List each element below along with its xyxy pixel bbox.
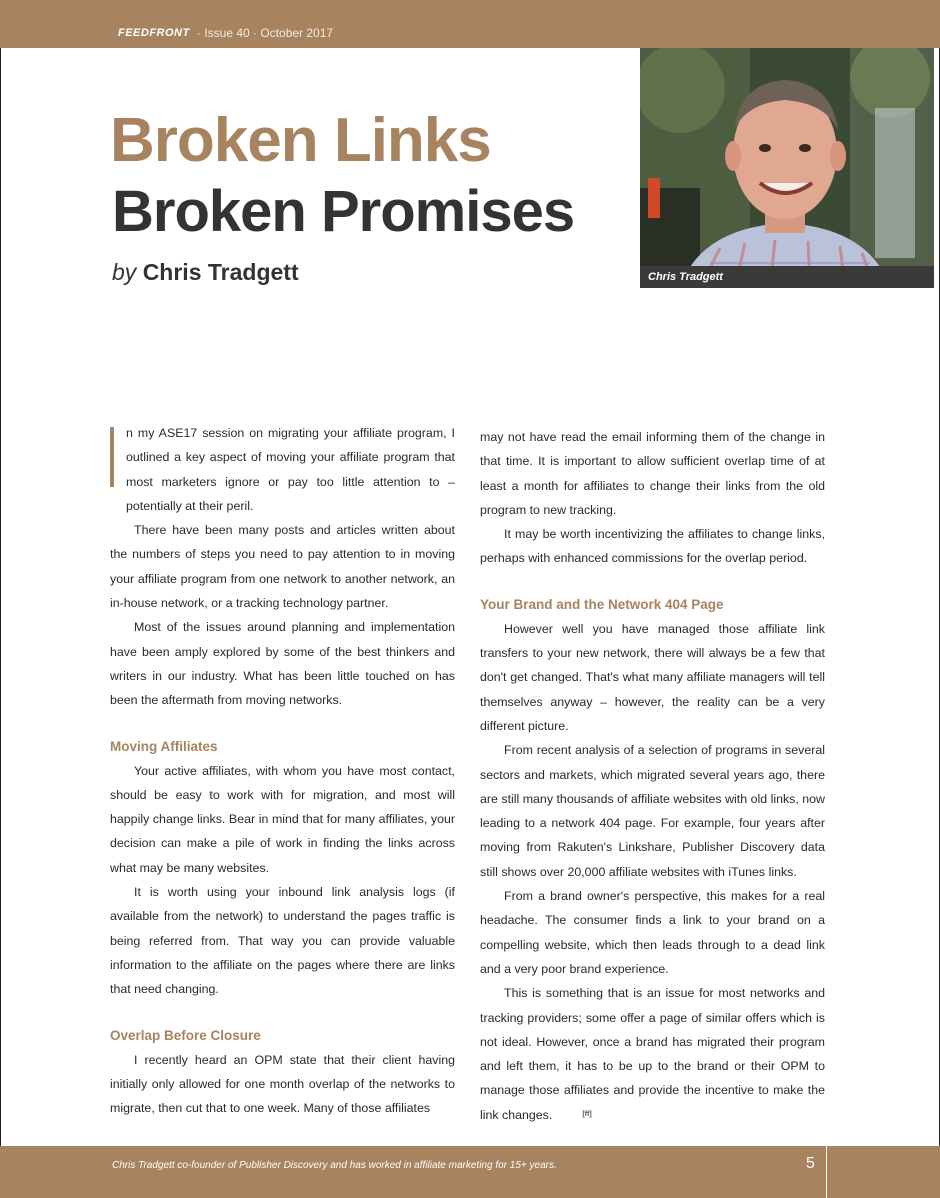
issue-date: · Issue 40 · October 2017 <box>197 26 334 40</box>
footer-divider <box>826 1146 827 1198</box>
drop-cap-bar <box>110 427 114 487</box>
body-paragraph: It is worth using your inbound link analysis logs (if available from the network) to understand the pages traffic is being referred from. That way you can provide valuable information to the affiliate on the pages where there are links that need changing. <box>110 885 455 997</box>
body-paragraph: I recently heard an OPM state that their client having initially only allowed for one month overlap of the networks to migrate, then cut that to one week. Many of those affiliates <box>110 1052 455 1116</box>
article-column-left <box>110 421 455 1120</box>
body-paragraph: Most of the issues around planning and implementation have been amply explored by some of the best thinkers and writers in our industry. What has been little touched on has been the aftermath from moving networks. <box>110 620 455 708</box>
section-heading-overlap: Overlap Before Closure <box>110 1027 261 1043</box>
article-column-right <box>480 425 825 1127</box>
intro-block <box>110 421 455 518</box>
author-name: Chris Tradgett <box>142 259 299 285</box>
page-number: 5 <box>806 1155 815 1172</box>
intro-paragraph: n my ASE17 session on migrating your affiliate program, I outlined a key aspect of moving your affiliate program that most marketers ignore or pay too little attention to – potentially at their peril. <box>126 426 455 513</box>
feedfront-logo: FEEDFRONT <box>118 27 190 39</box>
byline-prefix: by <box>112 259 137 285</box>
body-paragraph: It may be worth incentivizing the affiliates to change links, perhaps with enhanced commissions for the overlap period. <box>480 527 825 566</box>
section-heading-moving-affiliates: Moving Affiliates <box>110 738 218 754</box>
body-paragraph: From a brand owner's perspective, this makes for a real headache. The consumer finds a link to your brand on a compelling website, which then leads through to a dead link and a very poor brand experience. <box>480 889 825 976</box>
final-paragraph-text: This is something that is an issue for most networks and tracking providers; some offer a page of similar offers which is not ideal. However, once a brand has migrated their program and left them, it has to be up to the brand or their OPM to manage those affiliates and provide the incentive to make the link changes. <box>480 986 825 1122</box>
final-paragraph <box>480 981 825 1127</box>
author-photo <box>640 48 934 288</box>
body-paragraph: However well you have managed those affiliate link transfers to your new network, there will always be a few that don't get changed. That's what many affiliate managers will tell themselves anyway – however, the reality can be a very different picture. <box>480 621 825 733</box>
header-bar <box>0 0 940 48</box>
byline <box>112 257 299 287</box>
body-paragraph-continued: may not have read the email informing them of the change in that time. It is important to allow sufficient overlap time of at least a month for affiliates to change their links from the old program to new tracking. <box>480 430 825 517</box>
author-portrait-image <box>640 48 934 288</box>
body-paragraph: From recent analysis of a selection of programs in several sectors and markets, which migrated several years ago, there are still many thousands of affiliate websites with old links, now leading to a network 404 page. For example, four years after moving from Rakuten's Linkshare, Publisher Discovery data still shows over 20,000 affiliate websites with iTunes links. <box>480 743 825 879</box>
footer-bar <box>0 1146 940 1198</box>
photo-caption: Chris Tradgett <box>640 266 934 288</box>
body-paragraph: There have been many posts and articles written about the numbers of steps you need to pay attention to in moving your affiliate program from one network to another network, an in-house network, or a tracking technology partner. <box>110 523 455 611</box>
body-paragraph: Your active affiliates, with whom you have most contact, should be easy to work with for migration, and most will happily change links. Bear in mind that for many affiliates, your decision can make a pile of work in finding the links across what may be many websites. <box>110 763 455 875</box>
title-line-1: Broken Links <box>110 106 491 175</box>
section-heading-brand-404: Your Brand and the Network 404 Page <box>480 596 724 612</box>
title-line-2: Broken Promises <box>112 179 575 244</box>
author-bio: Chris Tradgett co-founder of Publisher Discovery and has worked in affiliate marketing for 15+ years. <box>112 1160 557 1171</box>
end-of-article-mark: [ff] <box>582 1110 592 1118</box>
